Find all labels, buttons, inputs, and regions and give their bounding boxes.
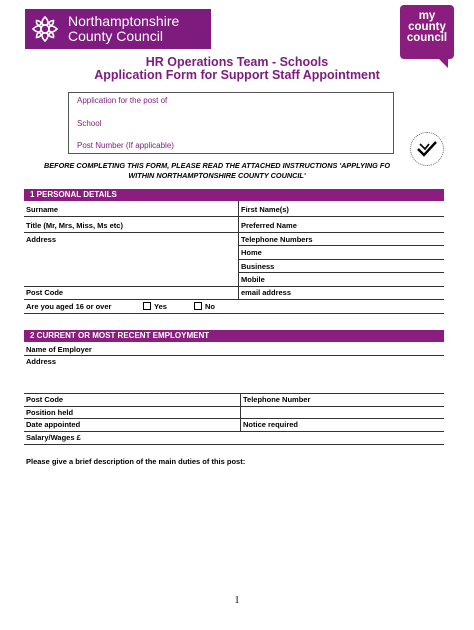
post-number-label[interactable]: Post Number (If applicable) [77, 141, 174, 150]
divider [24, 444, 444, 445]
personal-details-heading: 1 PERSONAL DETAILS [24, 189, 444, 201]
age-no-checkbox[interactable] [194, 302, 202, 310]
instructions-text [25, 161, 409, 181]
divider [24, 232, 444, 233]
positive-about-disabled-people-icon [410, 132, 444, 166]
divider [24, 313, 444, 314]
page-number: 1 [234, 595, 240, 606]
council-name-line1: Northamptonshire [68, 13, 180, 29]
column-divider [240, 393, 241, 431]
home-phone-field[interactable]: Home [241, 248, 262, 257]
preferred-name-field[interactable]: Preferred Name [241, 221, 297, 230]
divider [24, 406, 444, 407]
divider [24, 299, 444, 300]
brand-line2: county [408, 21, 446, 33]
divider [24, 393, 444, 394]
instructions-line2: WITHIN NORTHAMPTONSHIRE COUNTY COUNCIL' [128, 171, 306, 180]
divider [24, 216, 444, 217]
surname-field[interactable]: Surname [26, 205, 59, 214]
date-appointed-field[interactable]: Date appointed [26, 420, 81, 429]
divider [238, 259, 444, 260]
email-field[interactable]: email address [241, 288, 292, 297]
notice-required-field[interactable]: Notice required [243, 420, 299, 429]
employer-post-code-field[interactable]: Post Code [26, 395, 64, 404]
divider [238, 245, 444, 246]
divider [24, 286, 444, 287]
post-code-field[interactable]: Post Code [26, 288, 64, 297]
divider [238, 272, 444, 273]
duties-description-field[interactable]: Please give a brief description of the main duties of this post: [26, 457, 246, 466]
instructions-line1: BEFORE COMPLETING THIS FORM, PLEASE READ THE ATTACHED INSTRUCTIONS 'APPLYING FO [43, 161, 391, 170]
form-title-line1: HR Operations Team - Schools [145, 55, 329, 69]
employer-address-field[interactable]: Address [26, 357, 57, 366]
employer-telephone-field[interactable]: Telephone Number [243, 395, 311, 404]
divider [24, 418, 444, 419]
telephone-numbers-label: Telephone Numbers [241, 235, 313, 244]
age-yes-checkbox[interactable] [143, 302, 151, 310]
age-no-label: No [205, 302, 215, 311]
column-divider [238, 201, 239, 299]
salary-field[interactable]: Salary/Wages £ [26, 433, 81, 442]
school-label[interactable]: School [77, 119, 102, 128]
first-names-field[interactable]: First Name(s) [241, 205, 289, 214]
position-held-field[interactable]: Position held [26, 408, 74, 417]
form-title-line2: Application Form for Support Staff Appointment [94, 68, 380, 82]
council-name-line2: County Council [68, 28, 163, 44]
my-county-council-logo [400, 5, 454, 59]
business-phone-field[interactable]: Business [241, 262, 275, 271]
rose-emblem-icon [25, 9, 65, 49]
divider [24, 431, 444, 432]
council-logo [25, 9, 211, 49]
post-of-label[interactable]: Application for the post of [77, 96, 168, 105]
brand-line3: council [406, 32, 448, 44]
divider [24, 355, 444, 356]
title-field[interactable]: Title (Mr, Mrs, Miss, Ms etc) [26, 221, 123, 230]
brand-line1: my [418, 10, 436, 22]
post-details-box [68, 92, 394, 154]
mobile-phone-field[interactable]: Mobile [241, 275, 265, 284]
employment-heading: 2 CURRENT OR MOST RECENT EMPLOYMENT [24, 330, 444, 342]
age-yes-label: Yes [154, 302, 167, 311]
address-field[interactable]: Address [26, 235, 57, 244]
employer-name-field[interactable]: Name of Employer [26, 345, 92, 354]
age-question-label: Are you aged 16 or over [26, 302, 112, 311]
